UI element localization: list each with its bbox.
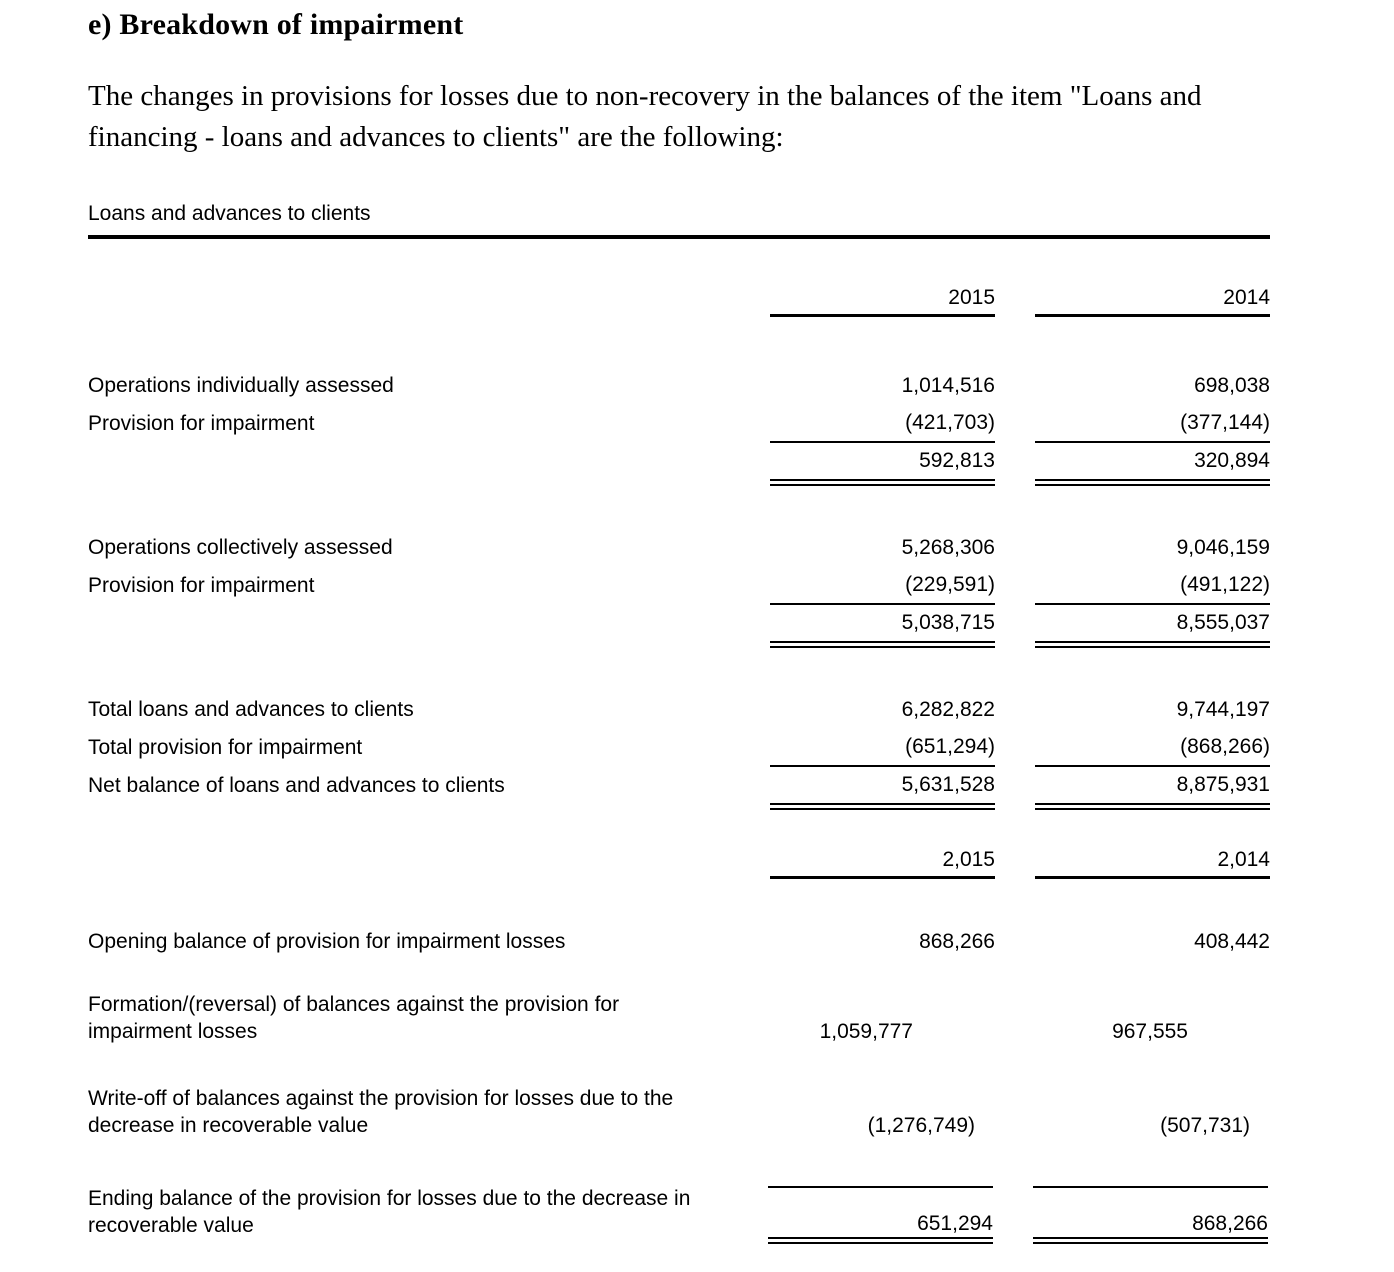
row-label: Operations individually assessed xyxy=(88,374,394,398)
value-2014: (491,122) xyxy=(1035,567,1270,605)
value-2014: (507,731) xyxy=(1160,1114,1250,1138)
value-2015: 1,059,777 xyxy=(819,1020,913,1044)
row-label: Total provision for impairment xyxy=(88,736,363,760)
row-label: Net balance of loans and advances to clients xyxy=(88,774,505,798)
row-label: Provision for impairment xyxy=(88,574,315,598)
value-2015: (229,591) xyxy=(770,567,995,605)
row-provision-individual xyxy=(88,405,1270,443)
value-2015: (1,276,749) xyxy=(867,1114,975,1138)
row-label: Ending balance of the provision for losses due to the decrease in recoverable value xyxy=(88,1187,691,1238)
value-2015: 1,014,516 xyxy=(901,374,995,398)
row-formation-reversal xyxy=(88,991,1270,1045)
section-title: e) Breakdown of impairment xyxy=(88,8,464,41)
header-spacer xyxy=(88,849,770,879)
value-2015: 5,038,715 xyxy=(770,605,995,643)
table-caption: Loans and advances to clients xyxy=(88,202,1270,239)
value-2014: 9,744,197 xyxy=(1176,698,1270,722)
value-2015: 651,294 xyxy=(768,1186,993,1239)
value-2015: 6,282,822 xyxy=(901,698,995,722)
row-label xyxy=(88,605,770,643)
value-2014: (868,266) xyxy=(1035,729,1270,767)
header-spacer xyxy=(88,287,770,317)
loans-and-advances-table xyxy=(88,287,1270,1239)
row-label xyxy=(88,443,770,481)
row-operations-individually-assessed xyxy=(88,367,1270,405)
value-2014: 408,442 xyxy=(1194,930,1270,954)
value-2015: 592,813 xyxy=(770,443,995,481)
value-2014: 868,266 xyxy=(1033,1186,1268,1239)
row-label: Opening balance of provision for impairment losses xyxy=(88,930,566,954)
value-2015: (651,294) xyxy=(770,729,995,767)
col-header-2015: 2015 xyxy=(770,287,995,317)
value-2015: 5,268,306 xyxy=(901,536,995,560)
row-total-provision xyxy=(88,729,1270,767)
intro-paragraph: The changes in provisions for losses due to non-recovery in the balances of the item "Loans and financing - loans and advances to clients" are the following: xyxy=(88,80,1202,154)
year-header-row-2 xyxy=(88,849,1270,879)
row-subtotal-collective xyxy=(88,605,1270,643)
row-label: Write-off of balances against the provision for losses due to the decrease in recoverable value xyxy=(88,1087,674,1138)
value-2014: 967,555 xyxy=(1112,1020,1188,1044)
value-2015: 868,266 xyxy=(919,930,995,954)
row-net-balance xyxy=(88,767,1270,805)
value-2014: (377,144) xyxy=(1035,405,1270,443)
row-label: Provision for impairment xyxy=(88,412,315,436)
row-ending-balance xyxy=(88,1185,1270,1239)
row-subtotal-individual xyxy=(88,443,1270,481)
value-2014: 8,875,931 xyxy=(1035,767,1270,805)
col-header-2015-part2: 2,015 xyxy=(770,849,995,879)
row-operations-collectively-assessed xyxy=(88,529,1270,567)
col-header-2014-part2: 2,014 xyxy=(1035,849,1270,879)
value-2015: 5,631,528 xyxy=(770,767,995,805)
row-provision-collective xyxy=(88,567,1270,605)
row-opening-balance xyxy=(88,923,1270,961)
row-label: Formation/(reversal) of balances against the provision for impairment losses xyxy=(88,993,620,1044)
value-2014: 320,894 xyxy=(1035,443,1270,481)
col-header-2014: 2014 xyxy=(1035,287,1270,317)
value-2014: 9,046,159 xyxy=(1176,536,1270,560)
row-label: Total loans and advances to clients xyxy=(88,698,414,722)
value-2015: (421,703) xyxy=(770,405,995,443)
row-total-loans xyxy=(88,691,1270,729)
year-header-row xyxy=(88,287,1270,317)
value-2014: 8,555,037 xyxy=(1035,605,1270,643)
row-label: Operations collectively assessed xyxy=(88,536,393,560)
row-write-off xyxy=(88,1085,1270,1139)
value-2014: 698,038 xyxy=(1194,374,1270,398)
